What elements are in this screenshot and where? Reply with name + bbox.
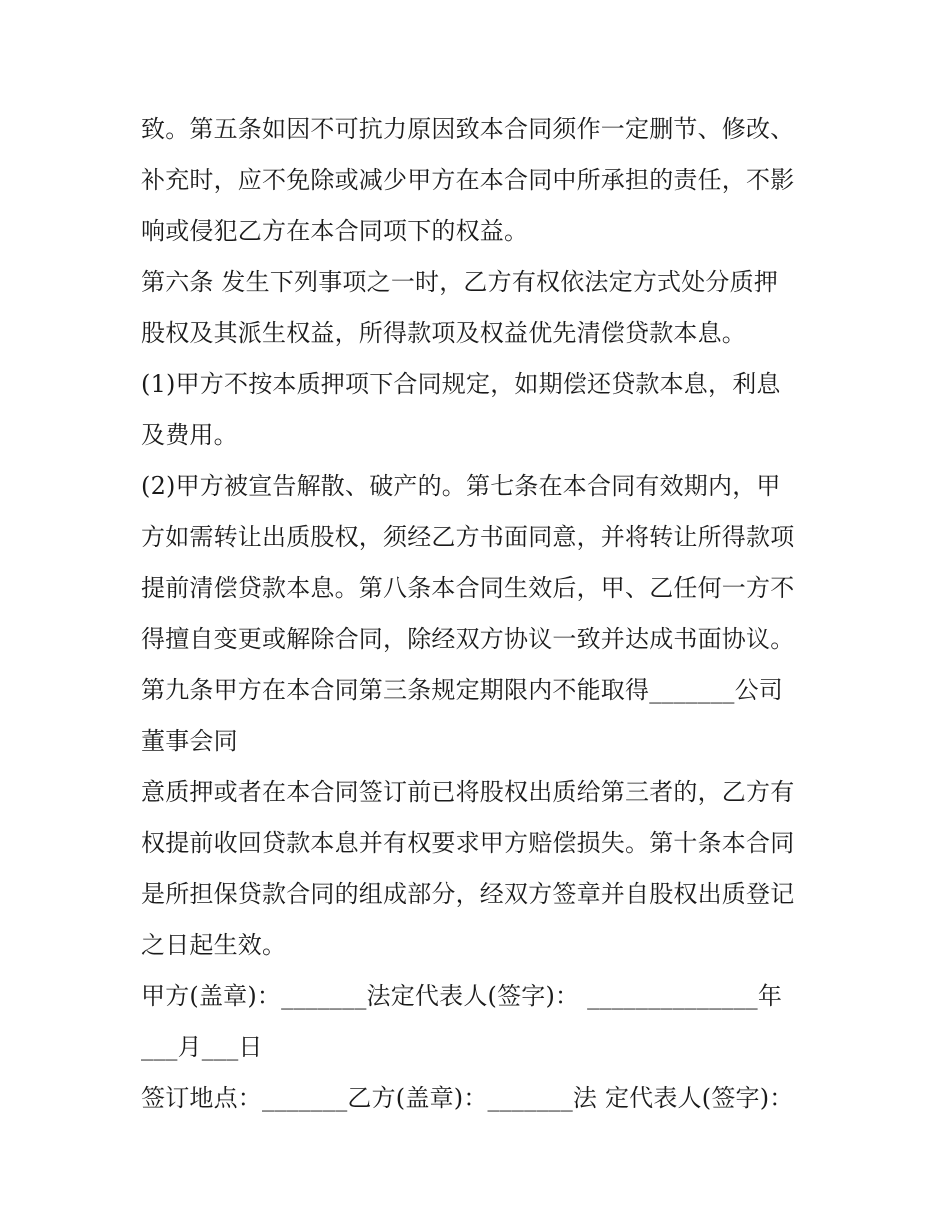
signature-line-party-a: 甲方(盖章)：_______法定代表人(签字)： ______________年 [141, 982, 783, 1010]
text-line: (2)甲方被宣告解散、破产的。第七条在本合同有效期内，甲 [141, 472, 781, 500]
text-line: 响或侵犯乙方在本合同项下的权益。 [141, 217, 529, 245]
text-line: 董事会同 [141, 727, 238, 755]
text-line: 方如需转让出质股权，须经乙方书面同意，并将转让所得款项 [141, 523, 795, 551]
text-line: 之日起生效。 [141, 931, 287, 959]
text-line: 第六条 发生下列事项之一时，乙方有权依法定方式处分质押 [141, 268, 779, 296]
text-line: 得擅自变更或解除合同，除经双方协议一致并达成书面协议。 [141, 625, 795, 653]
text-line: 及费用。 [141, 421, 238, 449]
signature-line-party-b: 签订地点：_______乙方(盖章)：_______法 定代表人(签字)： [141, 1084, 794, 1112]
text-line: 提前清偿贷款本息。第八条本合同生效后，甲、乙任何一方不 [141, 574, 795, 602]
text-line: 意质押或者在本合同签订前已将股权出质给第三者的，乙方有 [141, 778, 795, 806]
contract-text [141, 104, 821, 1124]
text-line: 股权及其派生权益，所得款项及权益优先清偿贷款本息。 [141, 319, 746, 347]
text-line: 第九条甲方在本合同第三条规定期限内不能取得_______公司 [141, 676, 783, 704]
text-line: (1)甲方不按本质押项下合同规定，如期偿还贷款本息，利息 [141, 370, 781, 398]
signature-date-line: ___月___日 [141, 1033, 263, 1061]
text-line: 是所担保贷款合同的组成部分，经双方签章并自股权出质登记 [141, 880, 795, 908]
text-line: 权提前收回贷款本息并有权要求甲方赔偿损失。第十条本合同 [141, 829, 795, 857]
text-line: 致。第五条如因不可抗力原因致本合同须作一定删节、修改、 [141, 115, 795, 143]
text-line: 补充时，应不免除或减少甲方在本合同中所承担的责任，不影 [141, 166, 795, 194]
